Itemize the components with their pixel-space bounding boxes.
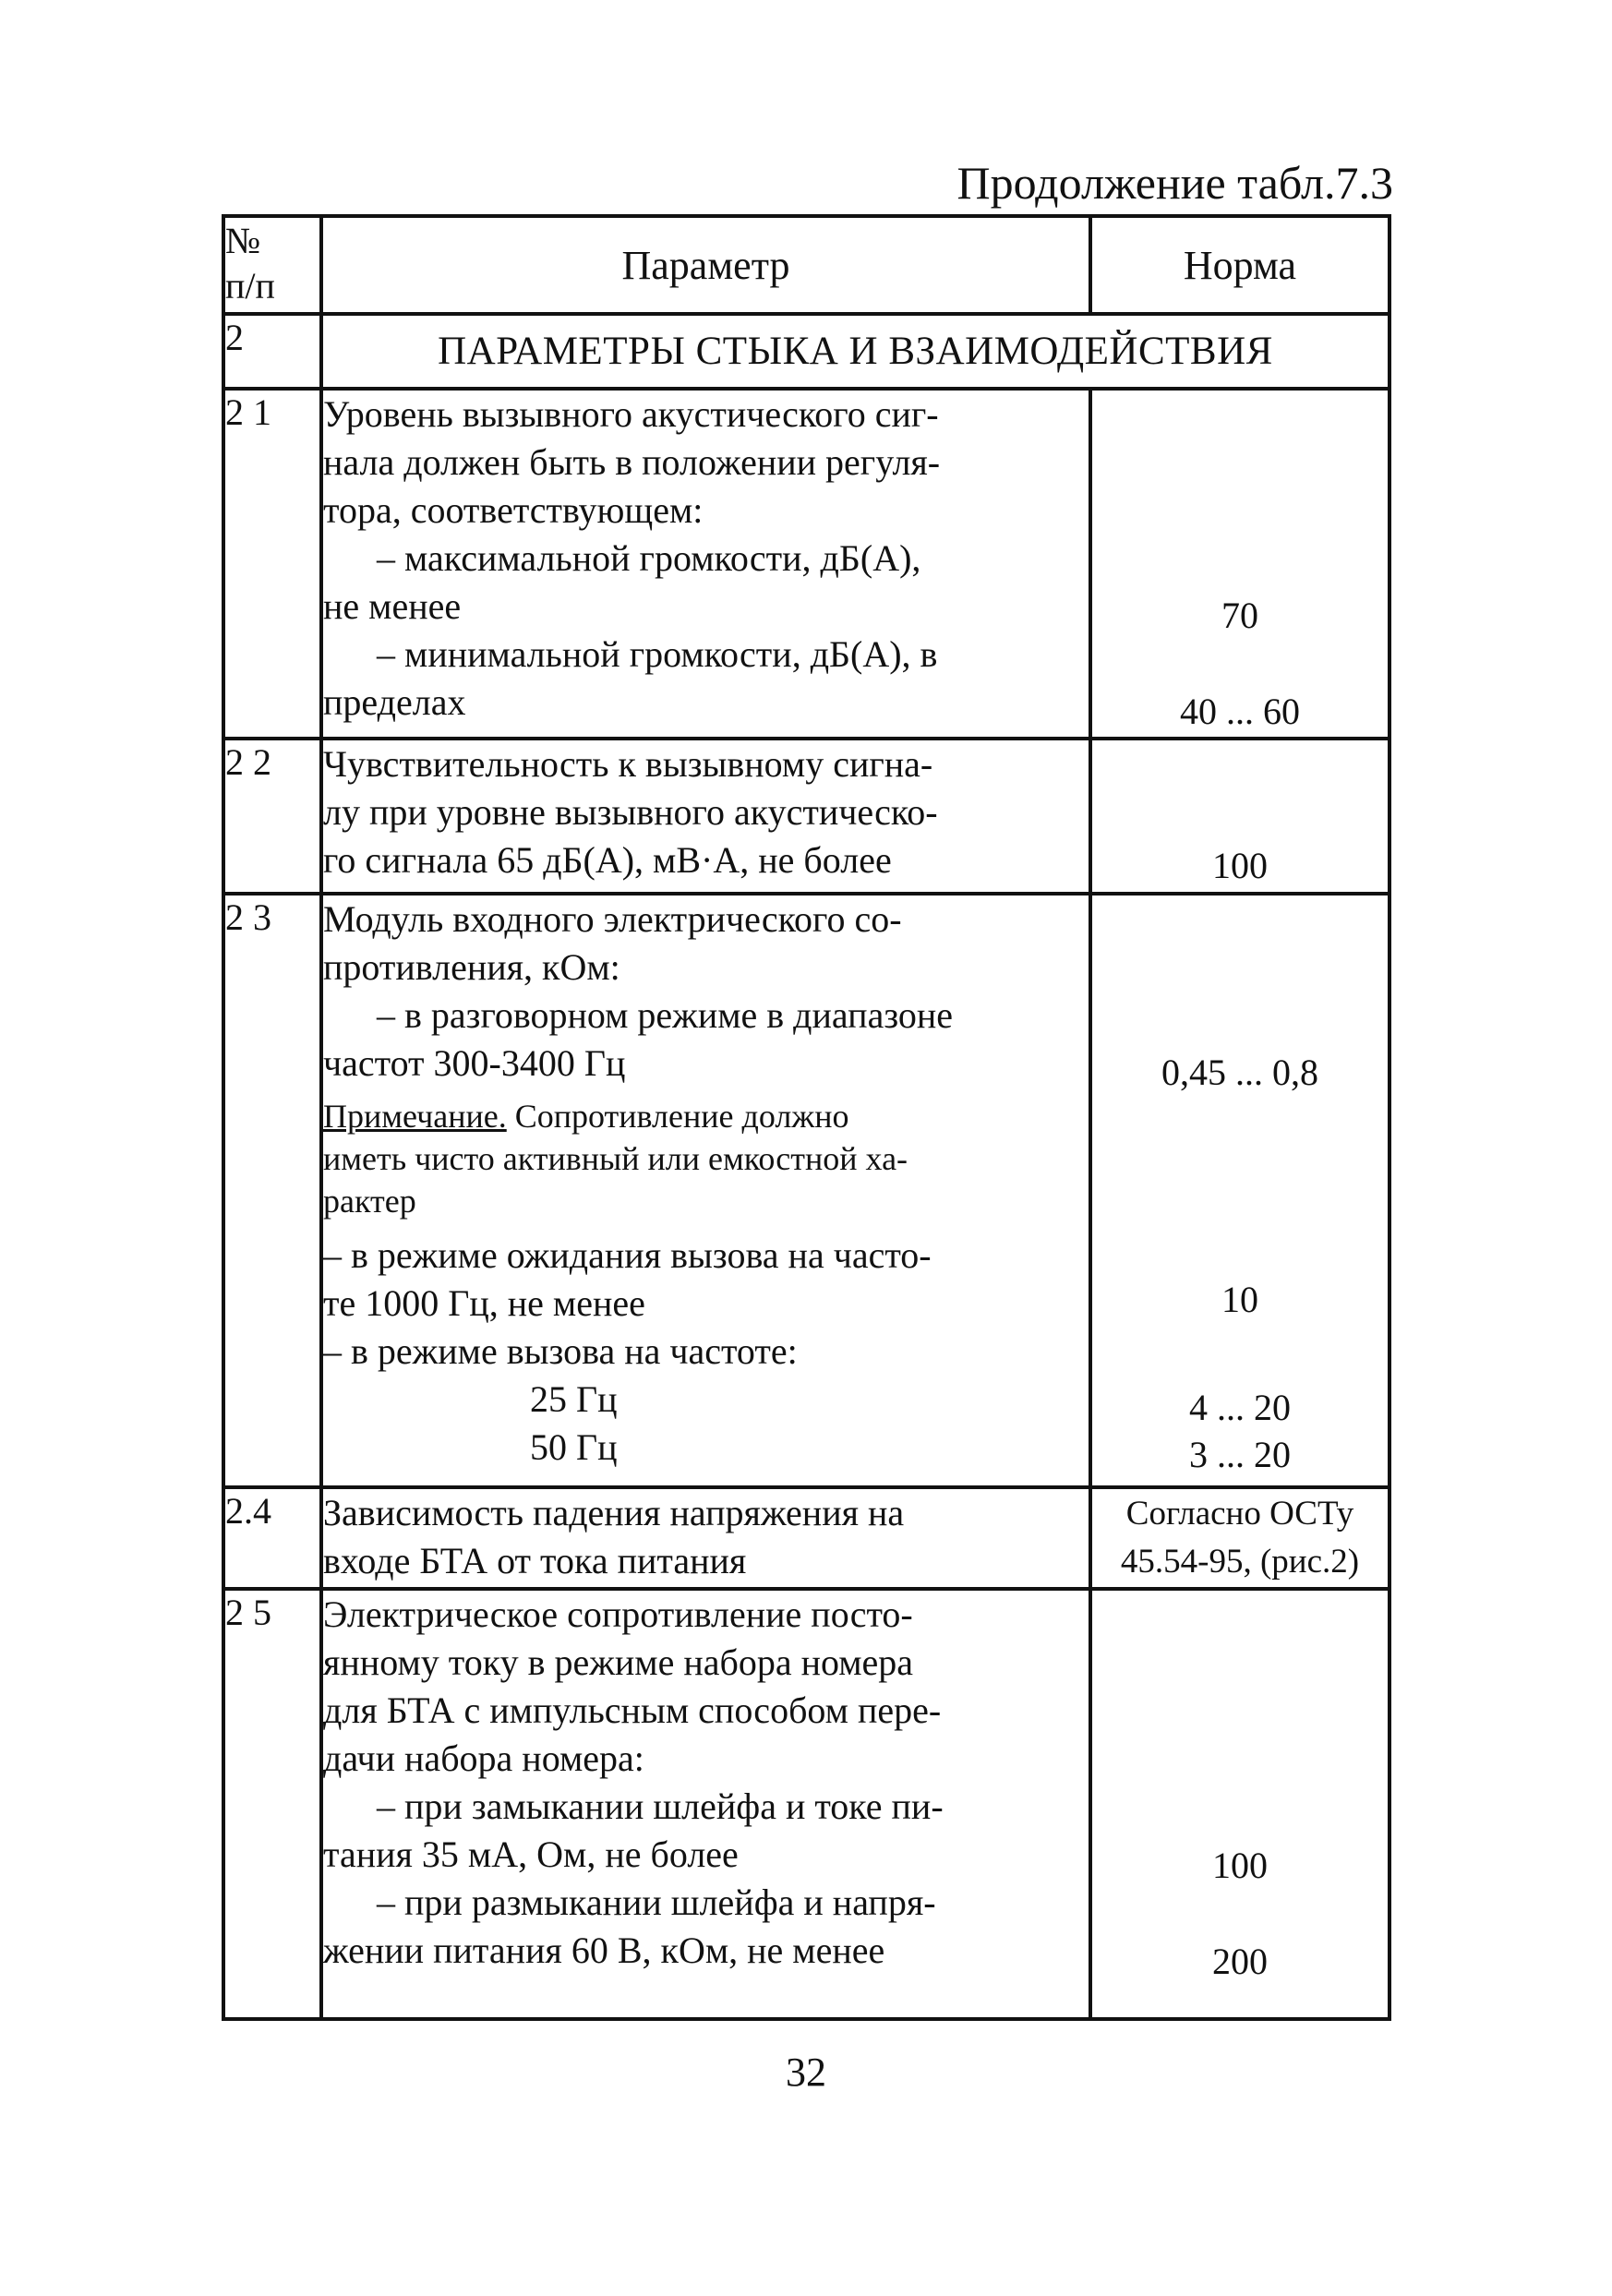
desc-line: входе БТА от тока питания	[323, 1540, 747, 1581]
header-param-cell: Параметр	[321, 216, 1090, 314]
desc-line: Зависимость падения напряжения на	[323, 1492, 905, 1533]
desc-line: тания 35 мА, Ом, не более	[323, 1833, 739, 1875]
row-norm	[1090, 894, 1389, 1487]
desc-line: янному току в режиме набора номера	[323, 1641, 914, 1683]
row-norm	[1090, 1487, 1389, 1589]
row-num: 2 2	[223, 739, 321, 894]
desc-line: тора, соответствующем:	[323, 489, 704, 531]
parameters-table	[222, 214, 1391, 2021]
row-description	[321, 389, 1090, 739]
section-row	[223, 314, 1389, 389]
desc-line: Чувствительность к вызывному сигна-	[323, 743, 933, 785]
norm-value: 45.54-95, (рис.2)	[1120, 1543, 1360, 1581]
section-title: ПАРАМЕТРЫ СТЫКА И ВЗАИМОДЕЙСТВИЯ	[321, 314, 1389, 389]
table-row	[223, 1487, 1389, 1589]
table-row	[223, 894, 1389, 1487]
desc-line: частот 300-3400 Гц	[323, 1042, 626, 1084]
row-norm	[1090, 739, 1389, 894]
desc-line: пределах	[323, 681, 466, 723]
desc-line: нала должен быть в положении регуля-	[323, 441, 941, 483]
desc-line: Электрическое сопротивление посто-	[323, 1593, 913, 1635]
norm-value: 100	[1212, 1845, 1268, 1886]
note-text: Сопротивление должно	[506, 1098, 849, 1135]
desc-line: для БТА с импульсным способом пере-	[323, 1689, 942, 1731]
norm-value: 10	[1221, 1279, 1258, 1320]
table-header-row	[223, 216, 1389, 314]
norm-value: 0,45 ... 0,8	[1161, 1052, 1318, 1093]
row-description	[321, 739, 1090, 894]
norm-value: 200	[1212, 1941, 1268, 1982]
note-line	[323, 1095, 1089, 1137]
row-num: 2 3	[223, 894, 321, 1487]
desc-line: – при размыкании шлейфа и напря-	[377, 1881, 936, 1923]
desc-line: го сигнала 65 дБ(А), мВ·А, не более	[323, 839, 892, 881]
desc-line: – максимальной громкости, дБ(А),	[377, 537, 921, 579]
section-num: 2	[223, 314, 321, 389]
header-norm-cell: Норма	[1090, 216, 1389, 314]
page-number: 32	[786, 2050, 826, 2095]
norm-value: 40 ... 60	[1180, 691, 1300, 732]
desc-line: Модуль входного электрического со-	[323, 898, 902, 940]
desc-line: – в разговорном режиме в диапазоне	[377, 994, 954, 1036]
header-num-label: № п/п	[225, 220, 275, 307]
row-description	[321, 894, 1090, 1487]
desc-line: лу при уровне вызывного акустическо-	[323, 791, 938, 833]
header-num-cell	[223, 216, 321, 314]
row-num: 2.4	[223, 1487, 321, 1589]
norm-value: 3 ... 20	[1189, 1434, 1291, 1475]
table-row	[223, 739, 1389, 894]
row-description	[321, 1589, 1090, 2019]
desc-line: – в режиме ожидания вызова на часто-	[323, 1234, 932, 1276]
desc-line: – при замыкании шлейфа и токе пи-	[377, 1785, 944, 1827]
desc-line: – в режиме вызова на частоте:	[323, 1330, 798, 1372]
desc-line: жении питания 60 В, кОм, не менее	[323, 1929, 885, 1971]
desc-line: Уровень вызывного акустического сиг-	[323, 393, 939, 435]
desc-line: 25 Гц	[530, 1378, 618, 1420]
row-norm	[1090, 389, 1389, 739]
norm-value: 4 ... 20	[1189, 1387, 1291, 1428]
norm-value: 70	[1221, 595, 1258, 636]
desc-line: 50 Гц	[530, 1426, 618, 1468]
desc-line: те 1000 Гц, не менее	[323, 1282, 645, 1324]
note-line: иметь чисто активный или емкостной ха-	[323, 1140, 908, 1177]
table-row	[223, 389, 1389, 739]
desc-line: противления, кОм:	[323, 946, 620, 988]
norm-value: 100	[1212, 845, 1268, 886]
desc-line: – минимальной громкости, дБ(А), в	[377, 633, 938, 675]
desc-line: не менее	[323, 585, 462, 627]
note-label: Примечание.	[323, 1098, 507, 1135]
desc-line: дачи набора номера:	[323, 1737, 644, 1779]
norm-value: Согласно ОСТу	[1125, 1495, 1354, 1533]
table-caption: Продолжение табл.7.3	[956, 157, 1393, 209]
row-norm	[1090, 1589, 1389, 2019]
row-num: 2 5	[223, 1589, 321, 2019]
table-row	[223, 1589, 1389, 2019]
row-num: 2 1	[223, 389, 321, 739]
note-line: рактер	[323, 1183, 416, 1220]
row-description	[321, 1487, 1090, 1589]
